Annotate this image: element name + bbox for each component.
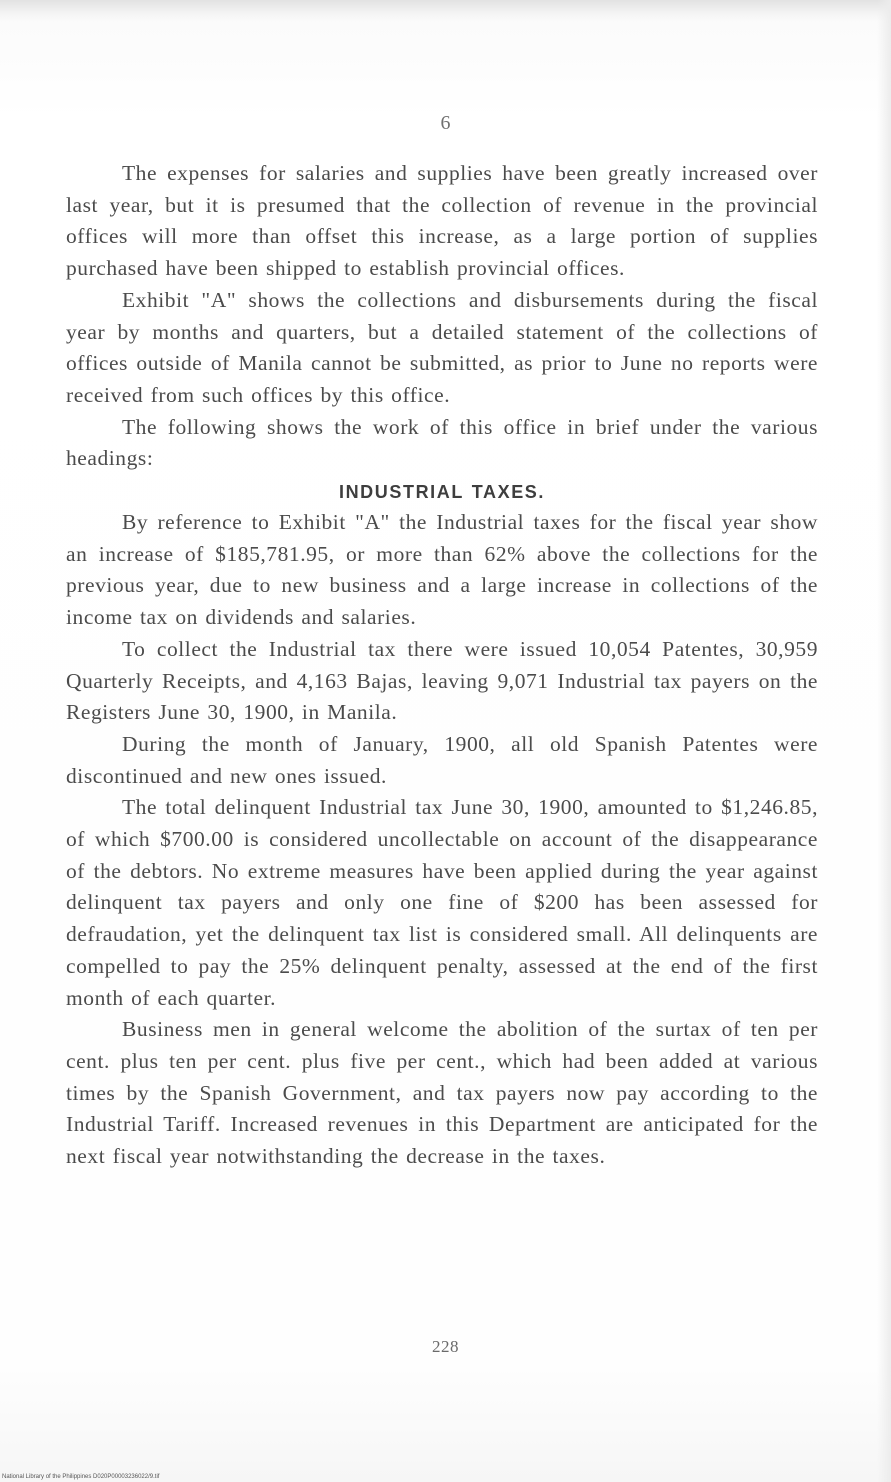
paragraph-expenses: The expenses for salaries and supplies have been greatly increased over last year, but it is presumed that the collection of revenue in the provincial offices will more than offset this increase, as a large portion of supplies purchased have been shipped to establish provincial offices. <box>66 161 818 281</box>
paragraph-headings-intro: The following shows the work of this office in brief under the various headings: <box>66 414 818 471</box>
paragraph-exhibit-a: Exhibit "A" shows the collections and disbursements during the fiscal year by months and quarters, but a detailed statement of the collections of offices outside of Manila cannot be submitted, as prior to June no reports were received from such offices by this office. <box>66 287 818 407</box>
paragraph-industrial-increase: By reference to Exhibit "A" the Industrial taxes for the fiscal year show an increase of $185,781.95, or more than 62% above the collections for the previous year, due to new business and a large increase in collections of the income tax on dividends and salaries. <box>66 510 818 630</box>
page-number: 6 <box>440 112 451 134</box>
footer-page-number: 228 <box>432 1337 459 1356</box>
document-body <box>66 158 818 1173</box>
paragraph-delinquent-tax: The total delinquent Industrial tax June 30, 1900, amounted to $1,246.85, of which $700.00 is considered uncollectable on account of the disappearance of the debtors. No extreme measures have been applied during the year against delinquent tax payers and only one fine of $200 has been assessed for defraudation, yet the delinquent tax list is considered small. All delinquents are compelled to pay the 25% delinquent penalty, assessed at the end of the first month of each quarter. <box>66 795 818 1010</box>
paragraph-surtax-abolition: Business men in general welcome the abolition of the surtax of ten per cent. plus ten per cent. plus five per cent., which had been added at various times by the Spanish Government, and tax payers now pay according to the Industrial Tariff. Increased revenues in this Department are anticipated for the next fiscal year notwithstanding the decrease in the taxes. <box>66 1017 818 1169</box>
section-heading-industrial-taxes: INDUSTRIAL TAXES. <box>338 482 546 503</box>
scan-top-edge <box>0 0 891 22</box>
paragraph-january-patentes: During the month of January, 1900, all old Spanish Patentes were discontinued and new ones issued. <box>66 731 818 788</box>
paragraph-patentes-issued: To collect the Industrial tax there were issued 10,054 Patentes, 30,959 Quarterly Receipts, and 4,163 Bajas, leaving 9,071 Industrial tax payers on the Registers June 30, 1900, in Manila. <box>66 636 818 725</box>
archive-caption: National Library of the Philippines D020P00003236022/9.tif <box>2 1474 160 1480</box>
scan-right-edge <box>877 0 891 1482</box>
